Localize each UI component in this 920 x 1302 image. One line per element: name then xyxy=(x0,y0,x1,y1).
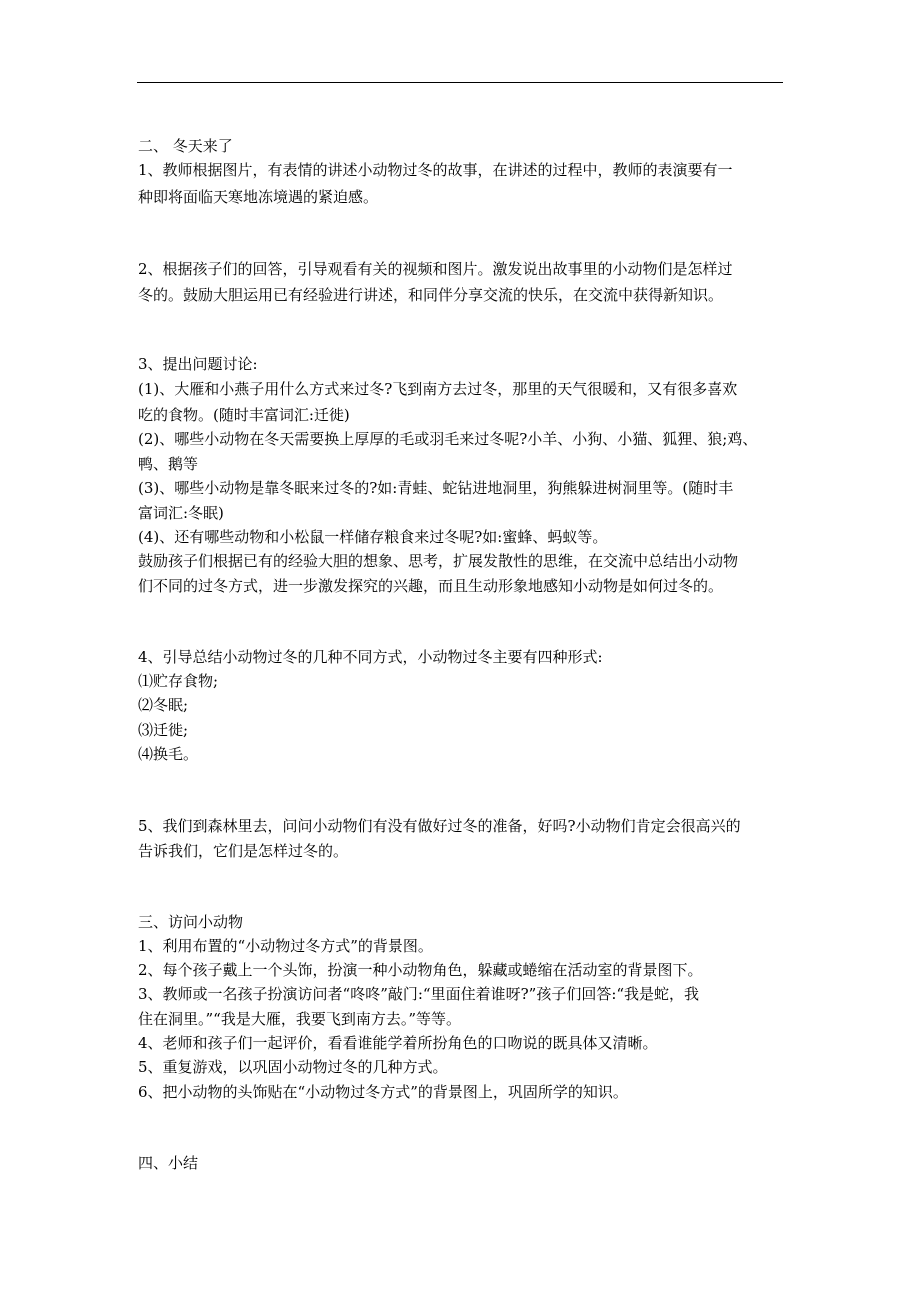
text-line: (4)、还有哪些动物和小松鼠一样储存粮食来过冬呢?如:蜜蜂、蚂蚁等。 xyxy=(138,528,608,546)
text-line: 6、把小动物的头饰贴在“小动物过冬方式”的背景图上，巩固所学的知识。 xyxy=(138,1083,628,1101)
list-item: ⑷换毛。 xyxy=(138,745,199,763)
text-line: 鸭、鹅等 xyxy=(138,455,199,473)
text-line: 3、教师或一名孩子扮演访问者“咚咚”敲门:“里面住着谁呀?”孩子们回答:“我是蛇，我 xyxy=(138,985,700,1003)
text-line: 1、利用布置的“小动物过冬方式”的背景图。 xyxy=(138,937,433,955)
text-line: 5、重复游戏，以巩固小动物过冬的几种方式。 xyxy=(138,1058,448,1076)
text-line: 3、提出问题讨论: xyxy=(138,355,258,373)
section-heading-winter: 二、 冬天来了 xyxy=(138,137,233,155)
text-line: 冬的。鼓励大胆运用已有经验进行讲述，和同伴分享交流的快乐，在交流中获得新知识。 xyxy=(138,286,724,304)
text-line: 住在洞里。”“我是大雁，我要飞到南方去。”等等。 xyxy=(138,1010,462,1028)
text-line: (2)、哪些小动物在冬天需要换上厚厚的毛或羽毛来过冬呢?小羊、小狗、小猫、狐狸、狼;鸡、 xyxy=(138,430,758,448)
text-line: (1)、大雁和小燕子用什么方式来过冬?飞到南方去过冬，那里的天气很暖和，又有很多喜欢 xyxy=(138,380,738,398)
text-line: 4、引导总结小动物过冬的几种不同方式，小动物过冬主要有四种形式: xyxy=(138,648,603,666)
text-line: 2、每个孩子戴上一个头饰，扮演一种小动物角色，躲藏或蜷缩在活动室的背景图下。 xyxy=(138,961,703,979)
text-line: 2、根据孩子们的回答，引导观看有关的视频和图片。激发说出故事里的小动物们是怎样过 xyxy=(138,260,733,278)
text-line: 吃的食物。(随时丰富词汇:迁徙) xyxy=(138,406,350,424)
text-line: 告诉我们，它们是怎样过冬的。 xyxy=(138,842,349,860)
section-heading-visit: 三、访问小动物 xyxy=(138,913,244,931)
list-item: ⑶迁徙; xyxy=(138,721,189,739)
text-line: 富词汇:冬眠) xyxy=(138,504,224,522)
section-heading-summary: 四、小结 xyxy=(138,1154,199,1172)
list-item: ⑵冬眠; xyxy=(138,696,189,714)
text-line: (3)、哪些小动物是靠冬眠来过冬的?如:青蛙、蛇钻进地洞里，狗熊躲进树洞里等。(随时丰 xyxy=(138,479,734,497)
text-line: 4、老师和孩子们一起评价，看看谁能学着所扮角色的口吻说的既具体又清晰。 xyxy=(138,1034,658,1052)
text-line: 5、我们到森林里去，问问小动物们有没有做好过冬的准备，好吗?小动物们肯定会很高兴的 xyxy=(138,817,741,835)
text-line: 们不同的过冬方式，进一步激发探究的兴趣，而且生动形象地感知小动物是如何过冬的。 xyxy=(138,577,724,595)
header-rule xyxy=(137,82,783,83)
list-item: ⑴贮存食物; xyxy=(138,672,219,690)
text-line: 1、教师根据图片，有表情的讲述小动物过冬的故事，在讲述的过程中，教师的表演要有一 xyxy=(138,161,733,179)
text-line: 鼓励孩子们根据已有的经验大胆的想象、思考，扩展发散性的思维，在交流中总结出小动物 xyxy=(138,552,739,570)
text-line: 种即将面临天寒地冻境遇的紧迫感。 xyxy=(138,188,379,206)
